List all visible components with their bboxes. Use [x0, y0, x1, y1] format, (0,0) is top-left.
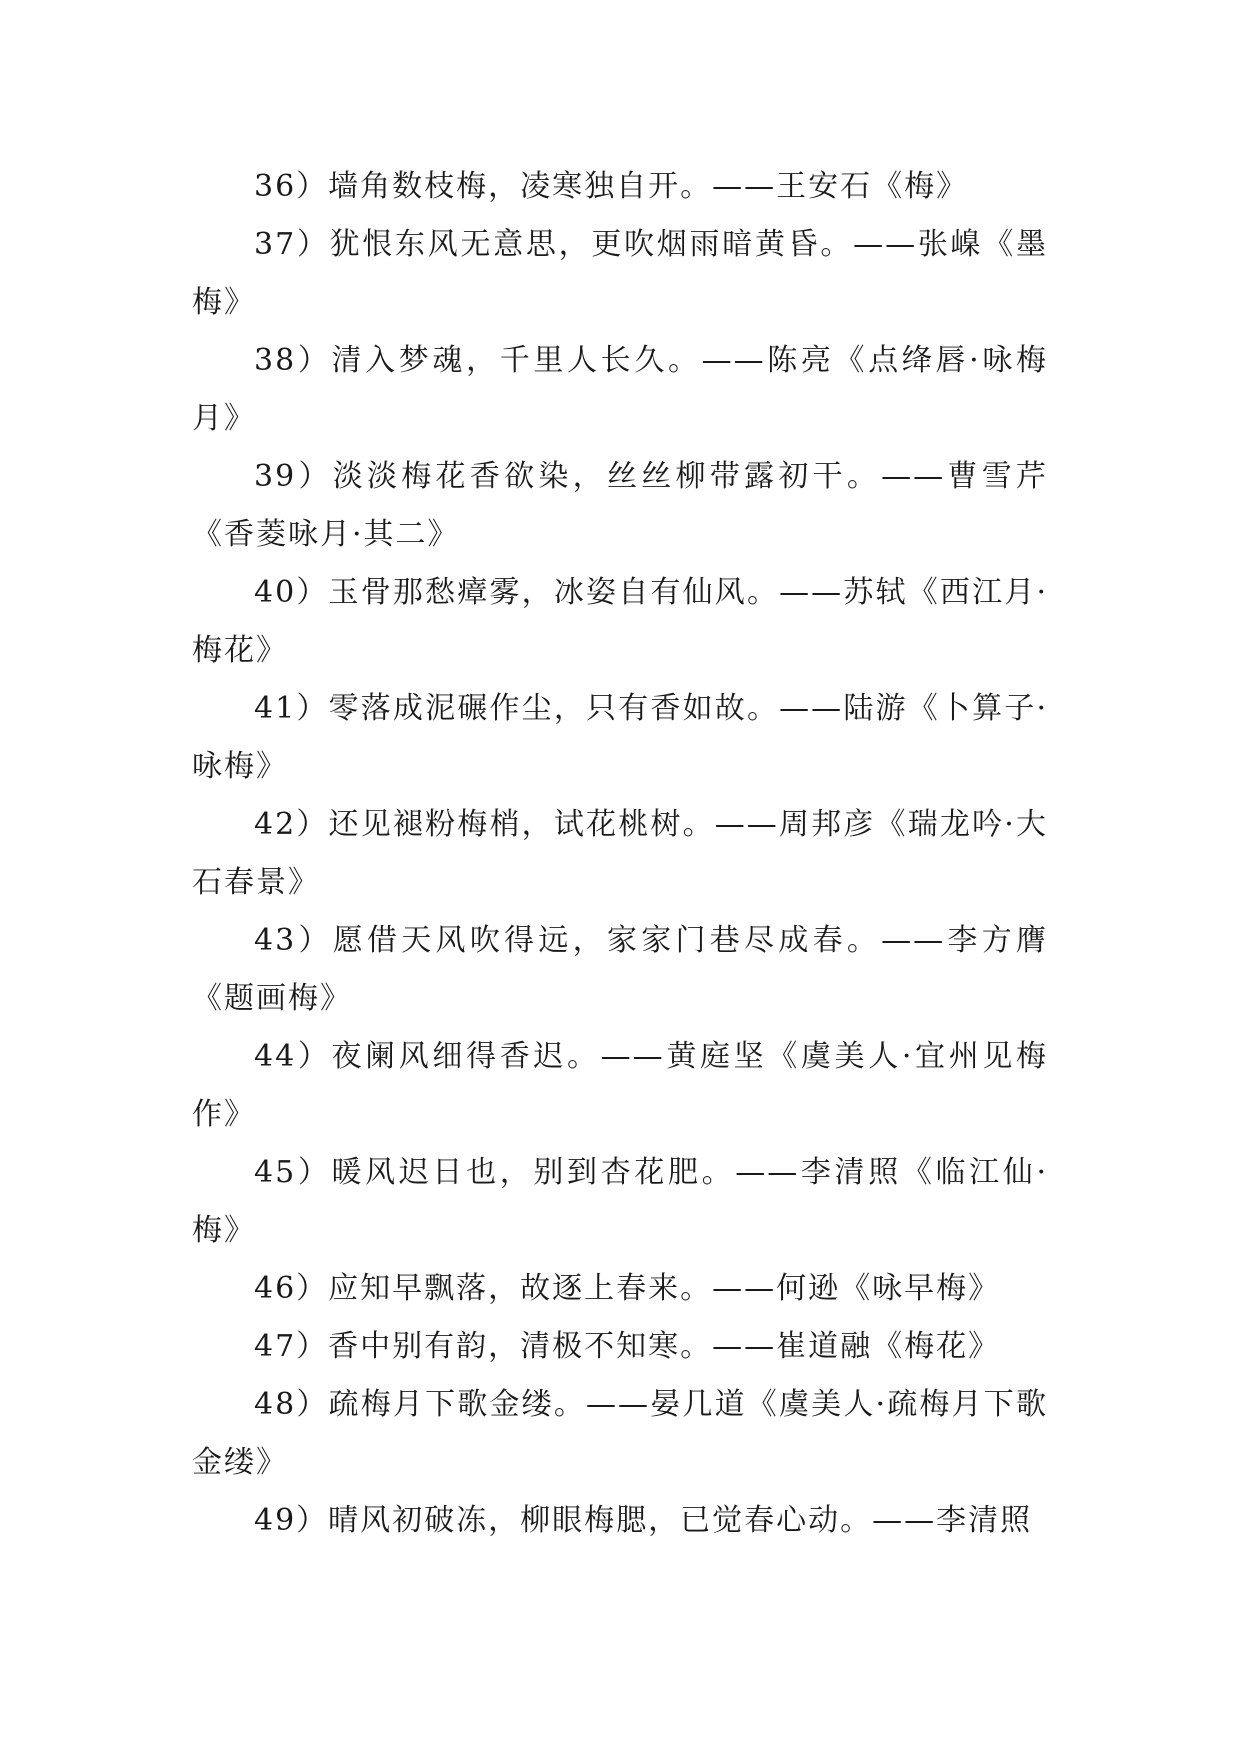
quote-entry: 41）零落成泥碾作尘，只有香如故。——陆游《卜算子·咏梅》	[192, 691, 1048, 784]
quote-entry: 37）犹恨东风无意思，更吹烟雨暗黄昏。——张嵲《墨梅》	[192, 227, 1048, 320]
quote-entry: 40）玉骨那愁瘴雾，冰姿自有仙风。——苏轼《西江月·梅花》	[192, 575, 1048, 668]
quote-entry: 46）应知早飘落，故逐上春来。——何逊《咏早梅》	[254, 1271, 1001, 1306]
quote-entry: 44）夜阑风细得香迟。——黄庭坚《虞美人·宜州见梅作》	[192, 1039, 1048, 1132]
quote-entry: 42）还见褪粉梅梢，试花桃树。——周邦彦《瑞龙吟·大石春景》	[192, 807, 1048, 900]
quote-entry: 39）淡淡梅花香欲染，丝丝柳带露初干。——曹雪芹《香菱咏月·其二》	[192, 459, 1048, 552]
quote-entry: 38）清入梦魂，千里人长久。——陈亮《点绛唇·咏梅月》	[192, 343, 1048, 436]
quote-entry: 48）疏梅月下歌金缕。——晏几道《虞美人·疏梅月下歌金缕》	[192, 1387, 1048, 1480]
quote-entry: 43）愿借天风吹得远，家家门巷尽成春。——李方膺《题画梅》	[192, 923, 1048, 1016]
quote-entry: 47）香中别有韵，清极不知寒。——崔道融《梅花》	[254, 1329, 1001, 1364]
poem-quote-list	[192, 158, 1048, 1550]
quote-entry: 36）墙角数枝梅，凌寒独自开。——王安石《梅》	[254, 169, 969, 204]
quote-entry: 49）晴风初破冻，柳眼梅腮，已觉春心动。——李清照	[254, 1503, 1033, 1538]
quote-entry: 45）暖风迟日也，别到杏花肥。——李清照《临江仙·梅》	[192, 1155, 1048, 1248]
